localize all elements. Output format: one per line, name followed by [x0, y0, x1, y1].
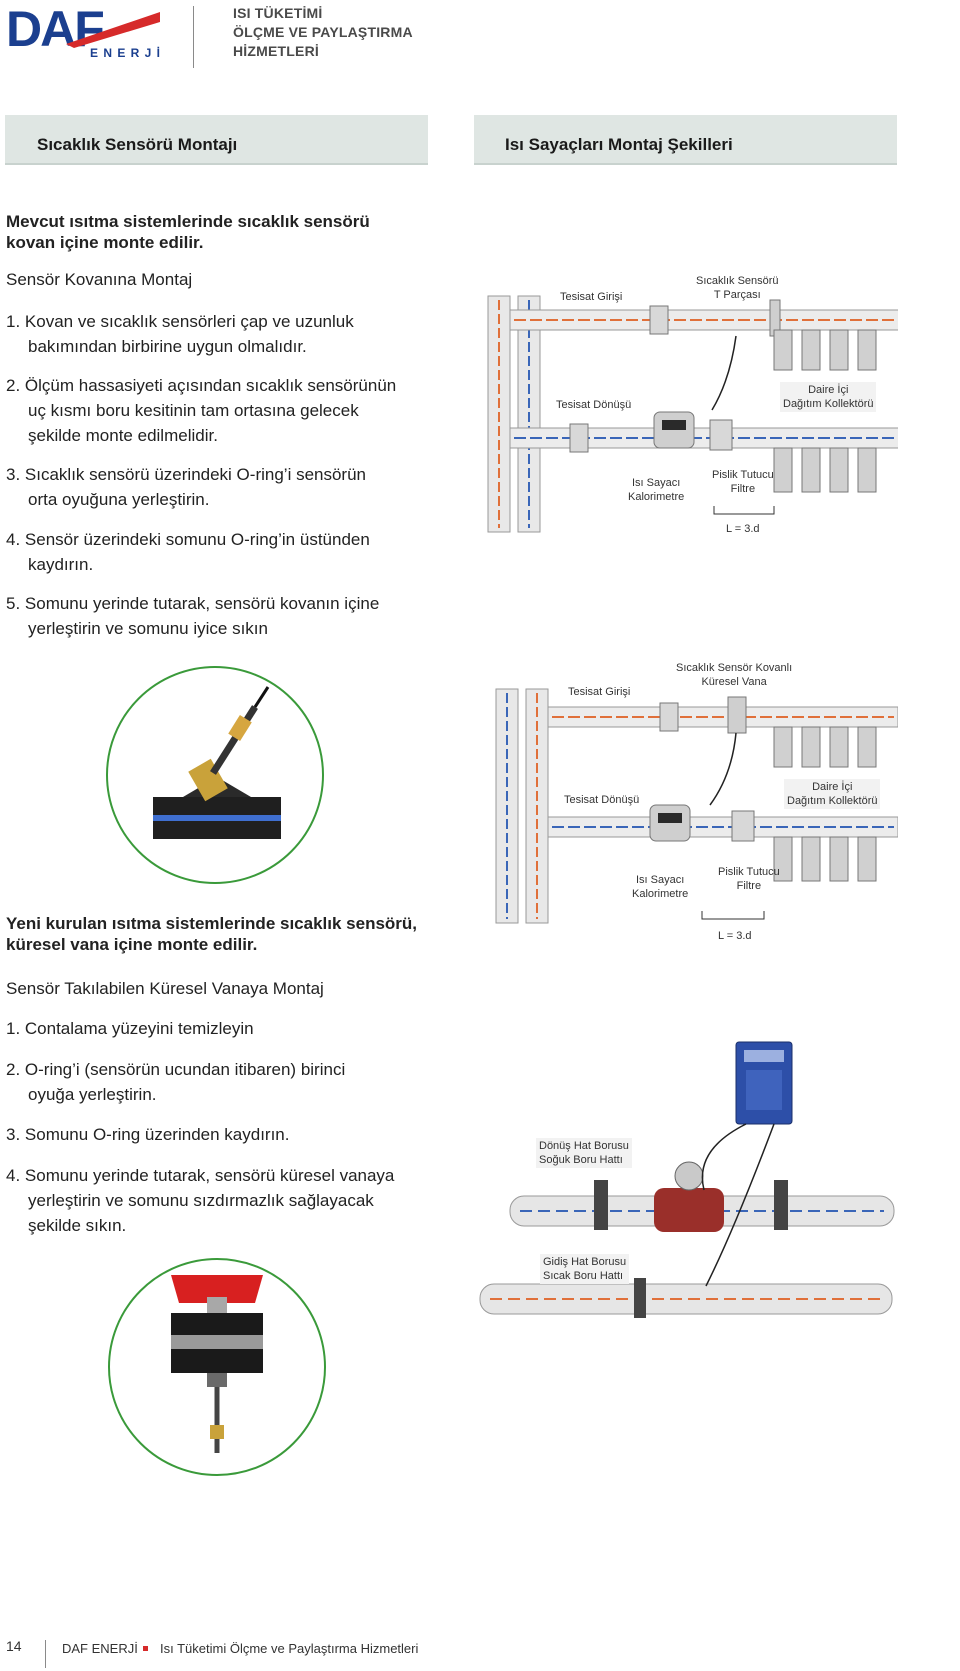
- page-number: 14: [6, 1638, 22, 1654]
- d1-label-kollektor: Daire İçi Dağıtım Kollektörü: [780, 382, 876, 412]
- existing-step-4: 4. Sensör üzerindeki somunu O-ring’in üstünden kaydırın.: [6, 530, 370, 574]
- footer-divider: [45, 1640, 46, 1668]
- d1-label-tesisat-girisi: Tesisat Girişi: [560, 291, 623, 303]
- svg-text:DAF: DAF: [6, 4, 103, 57]
- new-step-2: 2. O-ring’i (sensörün ucundan itibaren) birinci oyuğa yerleştirin.: [6, 1060, 346, 1104]
- d2-label-kollektor: Daire İçi Dağıtım Kollektörü: [784, 779, 880, 809]
- footer-title: Isı Tüketimi Ölçme ve Paylaştırma Hizmetleri: [160, 1641, 419, 1656]
- d1-label-length: L = 3.d: [726, 523, 760, 535]
- d1-label-filtre: Pislik Tutucu Filtre: [712, 469, 774, 495]
- new-step-3: 3. Somunu O-ring üzerinden kaydırın.: [6, 1125, 290, 1144]
- d2-label-tesisat-girisi: Tesisat Girişi: [568, 686, 631, 698]
- existing-step-1: 1. Kovan ve sıcaklık sensörleri çap ve uzunluk bakımından birbirine uygun olmalıdır.: [6, 312, 354, 356]
- install-diagram-3: [474, 1040, 898, 1328]
- d2-label-length: L = 3.d: [718, 930, 752, 942]
- existing-heading: Mevcut ısıtma sistemlerinde sıcaklık sensörü kovan içine monte edilir.: [6, 212, 370, 252]
- existing-step-5: 5. Somunu yerinde tutarak, sensörü kovanın içine yerleştirin ve somunu iyice sıkın: [6, 594, 380, 638]
- section-bar-left: [5, 115, 428, 165]
- new-step-1: 1. Contalama yüzeyini temizleyin: [6, 1019, 254, 1038]
- header-divider: [193, 6, 194, 68]
- d2-label-tesisat-donusu: Tesisat Dönüşü: [564, 794, 640, 806]
- logo-sub-text: E N E R J İ: [90, 46, 162, 60]
- section-title-right: Isı Sayaçları Montaj Şekilleri: [505, 135, 733, 154]
- install-diagram-2: [474, 655, 898, 940]
- ball-valve-illustration: [107, 1257, 327, 1477]
- existing-subheading: Sensör Kovanına Montaj: [6, 270, 193, 289]
- section-bar-right: [474, 115, 897, 165]
- d1-label-sensor: Sıcaklık Sensörü T Parçası: [696, 275, 779, 301]
- header-title: ISI TÜKETİMİ ÖLÇME VE PAYLAŞTIRMA HİZMETLERİ: [233, 5, 413, 59]
- d1-label-tesisat-donusu: Tesisat Dönüşü: [556, 399, 632, 411]
- new-step-4: 4. Somunu yerinde tutarak, sensörü küresel vanaya yerleştirin ve somunu sızdırmazlık sağlayacak şekilde sıkın.: [6, 1166, 395, 1235]
- install-diagram-1: [474, 270, 898, 548]
- d2-label-filtre: Pislik Tutucu Filtre: [718, 866, 780, 892]
- new-subheading: Sensör Takılabilen Küresel Vanaya Montaj: [6, 979, 324, 998]
- new-heading: Yeni kurulan ısıtma sistemlerinde sıcaklık sensörü, küresel vana içine monte edilir.: [6, 914, 418, 954]
- d2-label-sayac: Isı Sayacı Kalorimetre: [632, 874, 689, 900]
- d1-label-sayac: Isı Sayacı Kalorimetre: [628, 477, 685, 503]
- footer-bullet: [143, 1646, 148, 1651]
- section-title-left: Sıcaklık Sensörü Montajı: [37, 135, 238, 154]
- d2-label-sensor: Sıcaklık Sensör Kovanlı Küresel Vana: [676, 662, 793, 688]
- existing-step-2: 2. Ölçüm hassasiyeti açısından sıcaklık sensörünün uç kısmı boru kesitinin tam ortasına gelecek şekilde monte edilmelidir.: [6, 376, 397, 445]
- footer-brand: DAF ENERJİ: [62, 1641, 138, 1656]
- d3-label-donus: Dönüş Hat Borusu Soğuk Boru Hattı: [536, 1138, 632, 1168]
- sensor-pocket-illustration: [105, 665, 325, 885]
- existing-step-3: 3. Sıcaklık sensörü üzerindeki O-ring’i sensörün orta oyuğuna yerleştirin.: [6, 465, 366, 509]
- d3-label-gidis: Gidiş Hat Borusu Sıcak Boru Hattı: [540, 1254, 629, 1284]
- install-diagram-3-drawing: [474, 1040, 898, 1328]
